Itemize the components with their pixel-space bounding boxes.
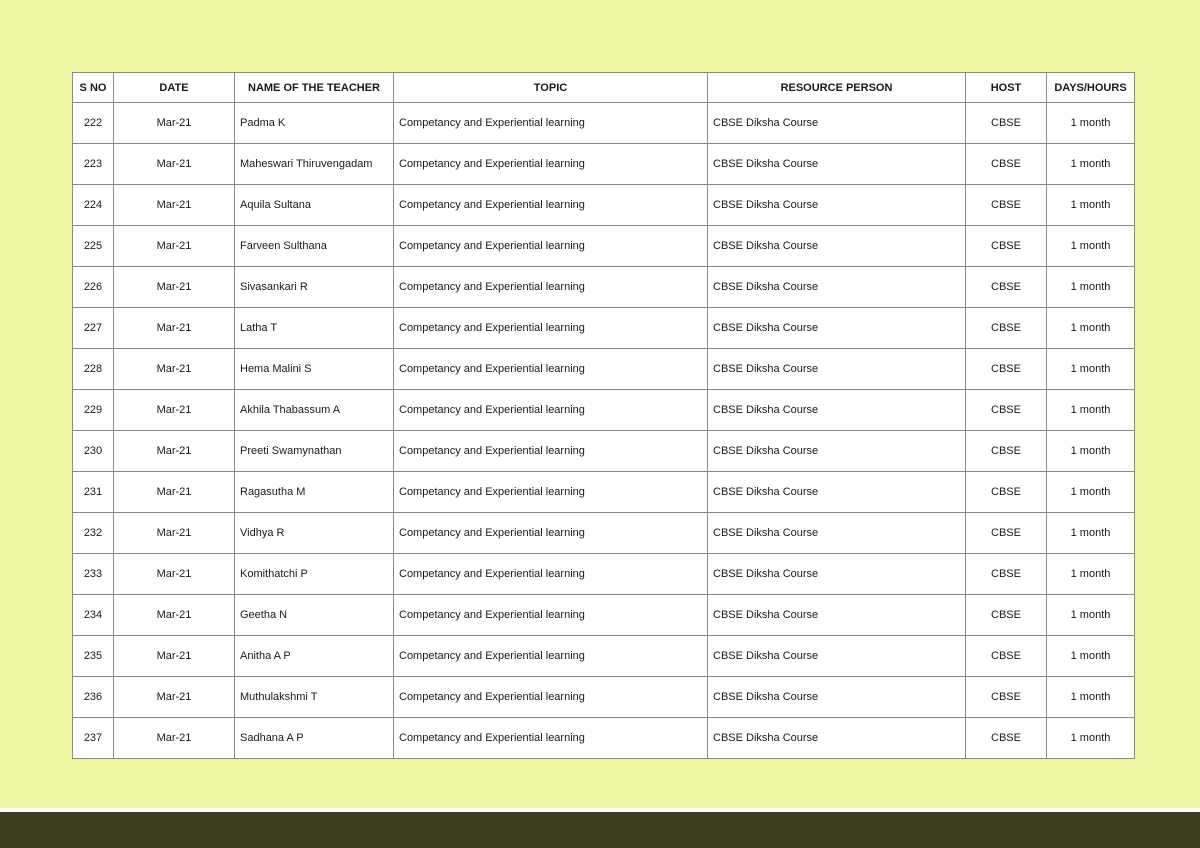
cell-resource-person: CBSE Diksha Course <box>708 349 966 390</box>
cell-host: CBSE <box>966 226 1047 267</box>
table-row <box>73 431 1135 472</box>
cell-sno: 227 <box>73 308 114 349</box>
cell-resource-person: CBSE Diksha Course <box>708 636 966 677</box>
cell-topic: Competancy and Experiential learning <box>394 308 708 349</box>
cell-topic: Competancy and Experiential learning <box>394 349 708 390</box>
cell-resource-person: CBSE Diksha Course <box>708 144 966 185</box>
header-sno: S NO <box>73 73 114 103</box>
table-row <box>73 103 1135 144</box>
cell-teacher-name: Geetha N <box>235 595 394 636</box>
cell-days-hours: 1 month <box>1047 431 1135 472</box>
table-row <box>73 226 1135 267</box>
cell-days-hours: 1 month <box>1047 636 1135 677</box>
cell-host: CBSE <box>966 144 1047 185</box>
table-row <box>73 144 1135 185</box>
training-table <box>72 72 1135 759</box>
cell-teacher-name: Preeti Swamynathan <box>235 431 394 472</box>
table-row <box>73 636 1135 677</box>
cell-days-hours: 1 month <box>1047 677 1135 718</box>
cell-topic: Competancy and Experiential learning <box>394 595 708 636</box>
cell-resource-person: CBSE Diksha Course <box>708 226 966 267</box>
cell-date: Mar-21 <box>114 308 235 349</box>
cell-topic: Competancy and Experiential learning <box>394 472 708 513</box>
cell-days-hours: 1 month <box>1047 103 1135 144</box>
table-header-row <box>73 73 1135 103</box>
cell-date: Mar-21 <box>114 595 235 636</box>
header-resource-person: RESOURCE PERSON <box>708 73 966 103</box>
cell-resource-person: CBSE Diksha Course <box>708 677 966 718</box>
cell-days-hours: 1 month <box>1047 390 1135 431</box>
cell-resource-person: CBSE Diksha Course <box>708 554 966 595</box>
cell-topic: Competancy and Experiential learning <box>394 431 708 472</box>
cell-date: Mar-21 <box>114 472 235 513</box>
cell-topic: Competancy and Experiential learning <box>394 226 708 267</box>
cell-sno: 231 <box>73 472 114 513</box>
cell-teacher-name: Ragasutha M <box>235 472 394 513</box>
training-table-container <box>72 72 1134 759</box>
cell-resource-person: CBSE Diksha Course <box>708 595 966 636</box>
cell-date: Mar-21 <box>114 144 235 185</box>
cell-sno: 233 <box>73 554 114 595</box>
table-row <box>73 554 1135 595</box>
cell-host: CBSE <box>966 636 1047 677</box>
cell-topic: Competancy and Experiential learning <box>394 677 708 718</box>
cell-teacher-name: Maheswari Thiruvengadam <box>235 144 394 185</box>
cell-sno: 222 <box>73 103 114 144</box>
cell-sno: 228 <box>73 349 114 390</box>
cell-resource-person: CBSE Diksha Course <box>708 267 966 308</box>
cell-topic: Competancy and Experiential learning <box>394 185 708 226</box>
table-row <box>73 513 1135 554</box>
cell-sno: 226 <box>73 267 114 308</box>
cell-sno: 232 <box>73 513 114 554</box>
cell-resource-person: CBSE Diksha Course <box>708 472 966 513</box>
table-row <box>73 349 1135 390</box>
cell-resource-person: CBSE Diksha Course <box>708 431 966 472</box>
cell-host: CBSE <box>966 718 1047 759</box>
cell-sno: 235 <box>73 636 114 677</box>
cell-date: Mar-21 <box>114 677 235 718</box>
cell-days-hours: 1 month <box>1047 308 1135 349</box>
cell-host: CBSE <box>966 185 1047 226</box>
table-row <box>73 267 1135 308</box>
table-row <box>73 718 1135 759</box>
cell-teacher-name: Latha T <box>235 308 394 349</box>
header-host: HOST <box>966 73 1047 103</box>
cell-date: Mar-21 <box>114 103 235 144</box>
cell-sno: 234 <box>73 595 114 636</box>
cell-sno: 223 <box>73 144 114 185</box>
cell-teacher-name: Vidhya R <box>235 513 394 554</box>
cell-host: CBSE <box>966 103 1047 144</box>
header-days-hours: DAYS/HOURS <box>1047 73 1135 103</box>
cell-topic: Competancy and Experiential learning <box>394 636 708 677</box>
header-date: DATE <box>114 73 235 103</box>
cell-host: CBSE <box>966 472 1047 513</box>
cell-date: Mar-21 <box>114 349 235 390</box>
cell-host: CBSE <box>966 267 1047 308</box>
cell-teacher-name: Farveen Sulthana <box>235 226 394 267</box>
cell-host: CBSE <box>966 554 1047 595</box>
cell-days-hours: 1 month <box>1047 513 1135 554</box>
table-row <box>73 185 1135 226</box>
cell-resource-person: CBSE Diksha Course <box>708 103 966 144</box>
cell-teacher-name: Aquila Sultana <box>235 185 394 226</box>
cell-topic: Competancy and Experiential learning <box>394 103 708 144</box>
cell-date: Mar-21 <box>114 554 235 595</box>
cell-days-hours: 1 month <box>1047 472 1135 513</box>
cell-teacher-name: Padma K <box>235 103 394 144</box>
cell-days-hours: 1 month <box>1047 144 1135 185</box>
cell-date: Mar-21 <box>114 226 235 267</box>
cell-resource-person: CBSE Diksha Course <box>708 390 966 431</box>
header-teacher-name: NAME OF THE TEACHER <box>235 73 394 103</box>
cell-resource-person: CBSE Diksha Course <box>708 185 966 226</box>
cell-topic: Competancy and Experiential learning <box>394 144 708 185</box>
table-row <box>73 595 1135 636</box>
cell-teacher-name: Hema Malini S <box>235 349 394 390</box>
cell-date: Mar-21 <box>114 390 235 431</box>
cell-sno: 229 <box>73 390 114 431</box>
cell-date: Mar-21 <box>114 267 235 308</box>
cell-topic: Competancy and Experiential learning <box>394 267 708 308</box>
cell-topic: Competancy and Experiential learning <box>394 718 708 759</box>
cell-host: CBSE <box>966 677 1047 718</box>
cell-sno: 237 <box>73 718 114 759</box>
cell-teacher-name: Akhila Thabassum A <box>235 390 394 431</box>
cell-days-hours: 1 month <box>1047 718 1135 759</box>
cell-teacher-name: Muthulakshmi T <box>235 677 394 718</box>
cell-date: Mar-21 <box>114 718 235 759</box>
cell-date: Mar-21 <box>114 431 235 472</box>
cell-sno: 236 <box>73 677 114 718</box>
cell-teacher-name: Sivasankari R <box>235 267 394 308</box>
cell-teacher-name: Komithatchi P <box>235 554 394 595</box>
cell-host: CBSE <box>966 308 1047 349</box>
cell-date: Mar-21 <box>114 185 235 226</box>
cell-host: CBSE <box>966 349 1047 390</box>
cell-sno: 225 <box>73 226 114 267</box>
table-row <box>73 677 1135 718</box>
cell-teacher-name: Sadhana A P <box>235 718 394 759</box>
cell-host: CBSE <box>966 390 1047 431</box>
table-row <box>73 308 1135 349</box>
cell-days-hours: 1 month <box>1047 349 1135 390</box>
footer-band <box>0 812 1200 848</box>
cell-resource-person: CBSE Diksha Course <box>708 718 966 759</box>
cell-resource-person: CBSE Diksha Course <box>708 308 966 349</box>
cell-days-hours: 1 month <box>1047 595 1135 636</box>
header-topic: TOPIC <box>394 73 708 103</box>
cell-date: Mar-21 <box>114 636 235 677</box>
table-row <box>73 390 1135 431</box>
cell-days-hours: 1 month <box>1047 267 1135 308</box>
cell-host: CBSE <box>966 513 1047 554</box>
cell-topic: Competancy and Experiential learning <box>394 513 708 554</box>
cell-teacher-name: Anitha A P <box>235 636 394 677</box>
cell-date: Mar-21 <box>114 513 235 554</box>
cell-sno: 230 <box>73 431 114 472</box>
cell-topic: Competancy and Experiential learning <box>394 390 708 431</box>
table-row <box>73 472 1135 513</box>
table-body <box>73 103 1135 759</box>
cell-days-hours: 1 month <box>1047 226 1135 267</box>
cell-days-hours: 1 month <box>1047 185 1135 226</box>
cell-days-hours: 1 month <box>1047 554 1135 595</box>
cell-topic: Competancy and Experiential learning <box>394 554 708 595</box>
cell-sno: 224 <box>73 185 114 226</box>
cell-resource-person: CBSE Diksha Course <box>708 513 966 554</box>
cell-host: CBSE <box>966 431 1047 472</box>
cell-host: CBSE <box>966 595 1047 636</box>
